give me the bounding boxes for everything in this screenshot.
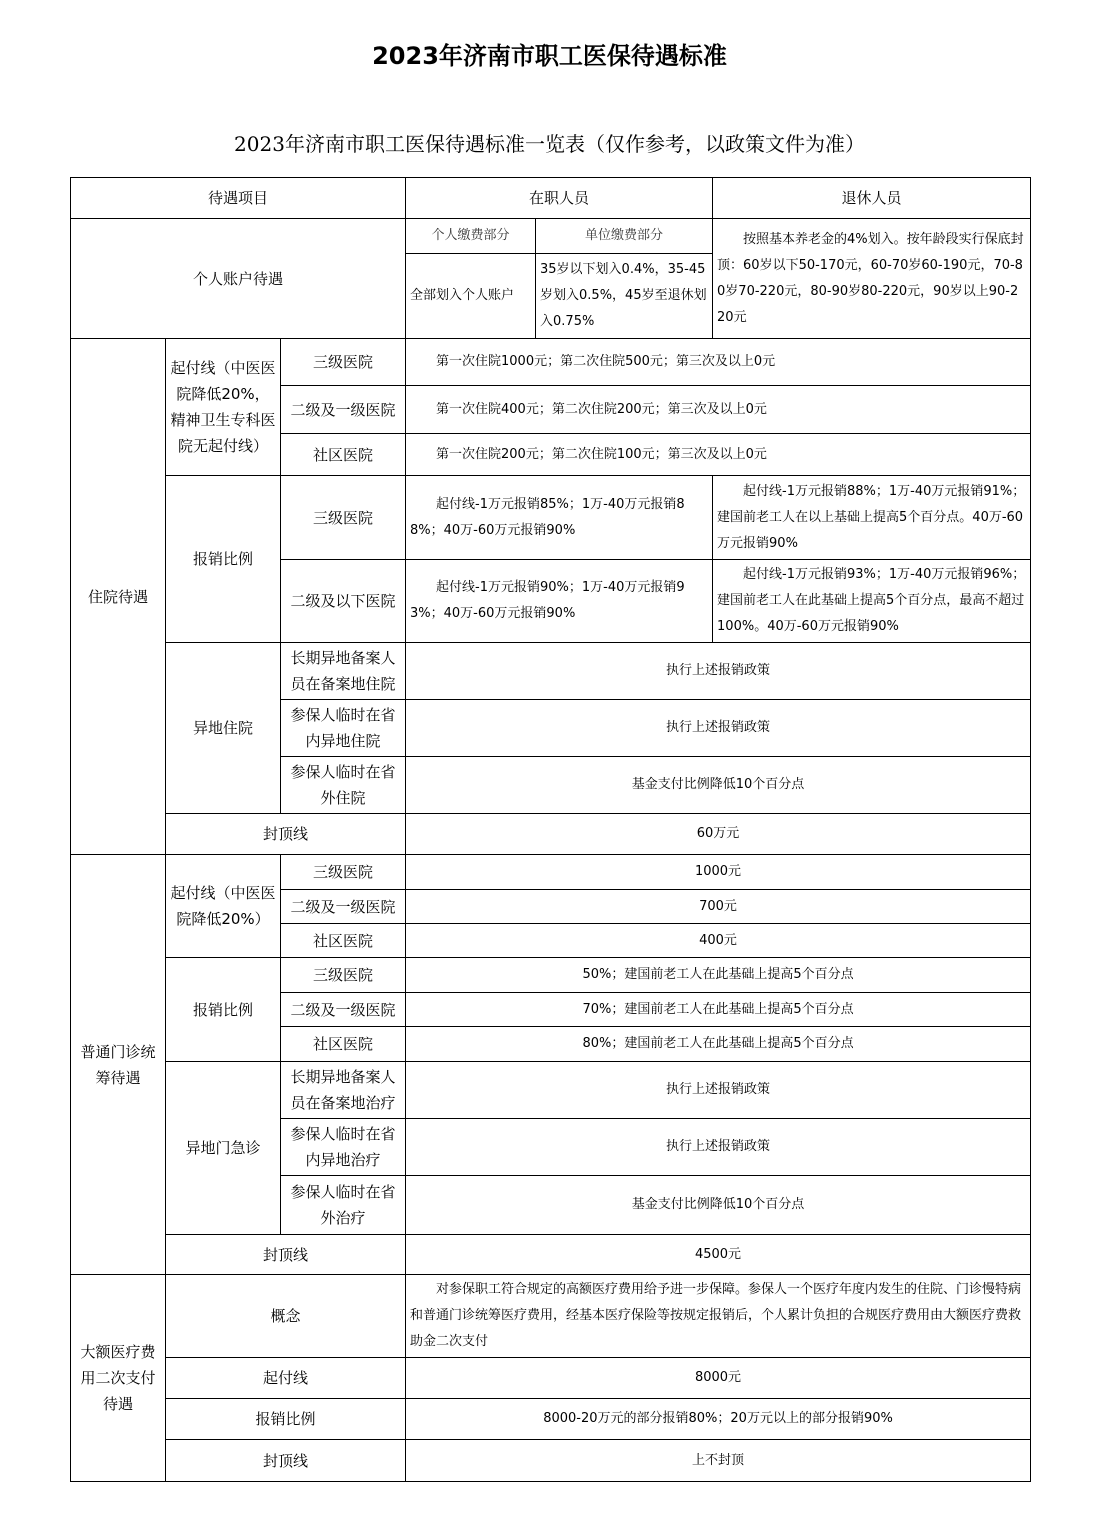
- hospital-community: 社区医院: [281, 924, 406, 958]
- outpatient-remote-label: 异地门急诊: [166, 1062, 281, 1235]
- major-ratio-value: 8000-20万元的部分报销80%；20万元以上的部分报销90%: [406, 1399, 1031, 1440]
- table-row: [71, 1399, 1031, 1440]
- table-row: [71, 814, 1031, 855]
- major-medical-label: 大额医疗费用二次支付待遇: [71, 1275, 166, 1482]
- outpatient-cap-label: 封顶线: [166, 1235, 406, 1275]
- inpatient-ratio-level2-retired: 起付线-1万元报销93%；1万-40万元报销96%；建国前老工人在此基础上提高5个百分点，最高不超过100%。40万-60万元报销90%: [713, 560, 1031, 643]
- table-row: [71, 958, 1031, 993]
- inpatient-remote-out-policy: 基金支付比例降低10个百分点: [406, 757, 1031, 814]
- inpatient-deductible-label: 起付线（中医医院降低20%，精神卫生专科医院无起付线）: [166, 339, 281, 476]
- benefits-table: [70, 177, 1031, 1482]
- page-title: 2023年济南市职工医保待遇标准: [372, 42, 727, 70]
- outpatient-deductible-level3: 1000元: [406, 855, 1031, 890]
- table-row: [71, 339, 1031, 386]
- outpatient-remote-out-policy: 基金支付比例降低10个百分点: [406, 1176, 1031, 1235]
- header-employed: 在职人员: [406, 178, 713, 219]
- account-label: 个人账户待遇: [71, 219, 406, 339]
- hospital-level-2-1: 二级及一级医院: [281, 993, 406, 1027]
- hospital-level-3: 三级医院: [281, 855, 406, 890]
- hospital-level-3: 三级医院: [281, 958, 406, 993]
- inpatient-deductible-level21: 第一次住院400元；第二次住院200元；第三次及以上0元: [406, 386, 1031, 434]
- outpatient-cap-value: 4500元: [406, 1235, 1031, 1275]
- remote-out-province: 参保人临时在省外住院: [281, 757, 406, 814]
- table-row: [71, 1235, 1031, 1275]
- major-concept-value: 对参保职工符合规定的高额医疗费用给予进一步保障。参保人一个医疗年度内发生的住院、门诊慢特病和普通门诊统筹医疗费用，经基本医疗保险等按规定报销后，个人累计负担的合规医疗费用由大额医疗费救助金二次支付: [406, 1275, 1031, 1358]
- table-row: [71, 1062, 1031, 1119]
- header-item: 待遇项目: [71, 178, 406, 219]
- hospital-community: 社区医院: [281, 1027, 406, 1062]
- personal-contribution-value: 全部划入个人账户: [406, 254, 536, 339]
- personal-contribution-head: 个人缴费部分: [406, 219, 536, 254]
- hospital-level-2-1: 二级及一级医院: [281, 386, 406, 434]
- outpatient-label: 普通门诊统筹待遇: [71, 855, 166, 1275]
- outpatient-deductible-label: 起付线（中医医院降低20%）: [166, 855, 281, 958]
- table-row: [71, 643, 1031, 700]
- major-deductible-value: 8000元: [406, 1358, 1031, 1399]
- inpatient-ratio-level3-retired: 起付线-1万元报销88%；1万-40万元报销91%；建国前老工人在以上基础上提高5个百分点。40万-60万元报销90%: [713, 476, 1031, 560]
- inpatient-deductible-community: 第一次住院200元；第二次住院100元；第三次及以上0元: [406, 434, 1031, 476]
- inpatient-remote-in-policy: 执行上述报销政策: [406, 700, 1031, 757]
- header-retired: 退休人员: [713, 178, 1031, 219]
- major-ratio-label: 报销比例: [166, 1399, 406, 1440]
- table-row: [71, 476, 1031, 560]
- table-row: [71, 1440, 1031, 1482]
- major-concept-label: 概念: [166, 1275, 406, 1358]
- outpatient-deductible-level21: 700元: [406, 890, 1031, 924]
- table-row: [71, 219, 1031, 254]
- table-row: [71, 1358, 1031, 1399]
- inpatient-remote-label: 异地住院: [166, 643, 281, 814]
- inpatient-cap-label: 封顶线: [166, 814, 406, 855]
- unit-contribution-value: 35岁以下划入0.4%，35-45岁划入0.5%，45岁至退休划入0.75%: [536, 254, 713, 339]
- hospital-level-3: 三级医院: [281, 339, 406, 386]
- hospital-level-2-below: 二级及以下医院: [281, 560, 406, 643]
- inpatient-ratio-level3-employed: 起付线-1万元报销85%；1万-40万元报销88%；40万-60万元报销90%: [406, 476, 713, 560]
- table-row: [71, 855, 1031, 890]
- inpatient-cap-value: 60万元: [406, 814, 1031, 855]
- major-deductible-label: 起付线: [166, 1358, 406, 1399]
- outpatient-ratio-community: 80%；建国前老工人在此基础上提高5个百分点: [406, 1027, 1031, 1062]
- inpatient-ratio-label: 报销比例: [166, 476, 281, 643]
- major-cap-value: 上不封顶: [406, 1440, 1031, 1482]
- inpatient-label: 住院待遇: [71, 339, 166, 855]
- inpatient-ratio-level2-employed: 起付线-1万元报销90%；1万-40万元报销93%；40万-60万元报销90%: [406, 560, 713, 643]
- remote-out-province: 参保人临时在省外治疗: [281, 1176, 406, 1235]
- table-caption: 2023年济南市职工医保待遇标准一览表（仅作参考，以政策文件为准）: [234, 132, 865, 156]
- remote-in-province: 参保人临时在省内异地治疗: [281, 1119, 406, 1176]
- hospital-level-3: 三级医院: [281, 476, 406, 560]
- hospital-level-2-1: 二级及一级医院: [281, 890, 406, 924]
- outpatient-remote-long-policy: 执行上述报销政策: [406, 1062, 1031, 1119]
- table-row: [71, 1275, 1031, 1358]
- outpatient-ratio-label: 报销比例: [166, 958, 281, 1062]
- remote-long-term: 长期异地备案人员在备案地住院: [281, 643, 406, 700]
- unit-contribution-head: 单位缴费部分: [536, 219, 713, 254]
- inpatient-remote-long-policy: 执行上述报销政策: [406, 643, 1031, 700]
- hospital-community: 社区医院: [281, 434, 406, 476]
- retired-account-rule: 按照基本养老金的4%划入。按年龄段实行保底封顶：60岁以下50-170元，60-70岁60-190元，70-80岁70-220元，80-90岁80-220元，90岁以上90-220元: [713, 219, 1031, 339]
- outpatient-remote-in-policy: 执行上述报销政策: [406, 1119, 1031, 1176]
- table-header-row: [71, 178, 1031, 219]
- outpatient-ratio-level21: 70%；建国前老工人在此基础上提高5个百分点: [406, 993, 1031, 1027]
- outpatient-deductible-community: 400元: [406, 924, 1031, 958]
- remote-long-term: 长期异地备案人员在备案地治疗: [281, 1062, 406, 1119]
- major-cap-label: 封顶线: [166, 1440, 406, 1482]
- outpatient-ratio-level3: 50%；建国前老工人在此基础上提高5个百分点: [406, 958, 1031, 993]
- inpatient-deductible-level3: 第一次住院1000元；第二次住院500元；第三次及以上0元: [406, 339, 1031, 386]
- remote-in-province: 参保人临时在省内异地住院: [281, 700, 406, 757]
